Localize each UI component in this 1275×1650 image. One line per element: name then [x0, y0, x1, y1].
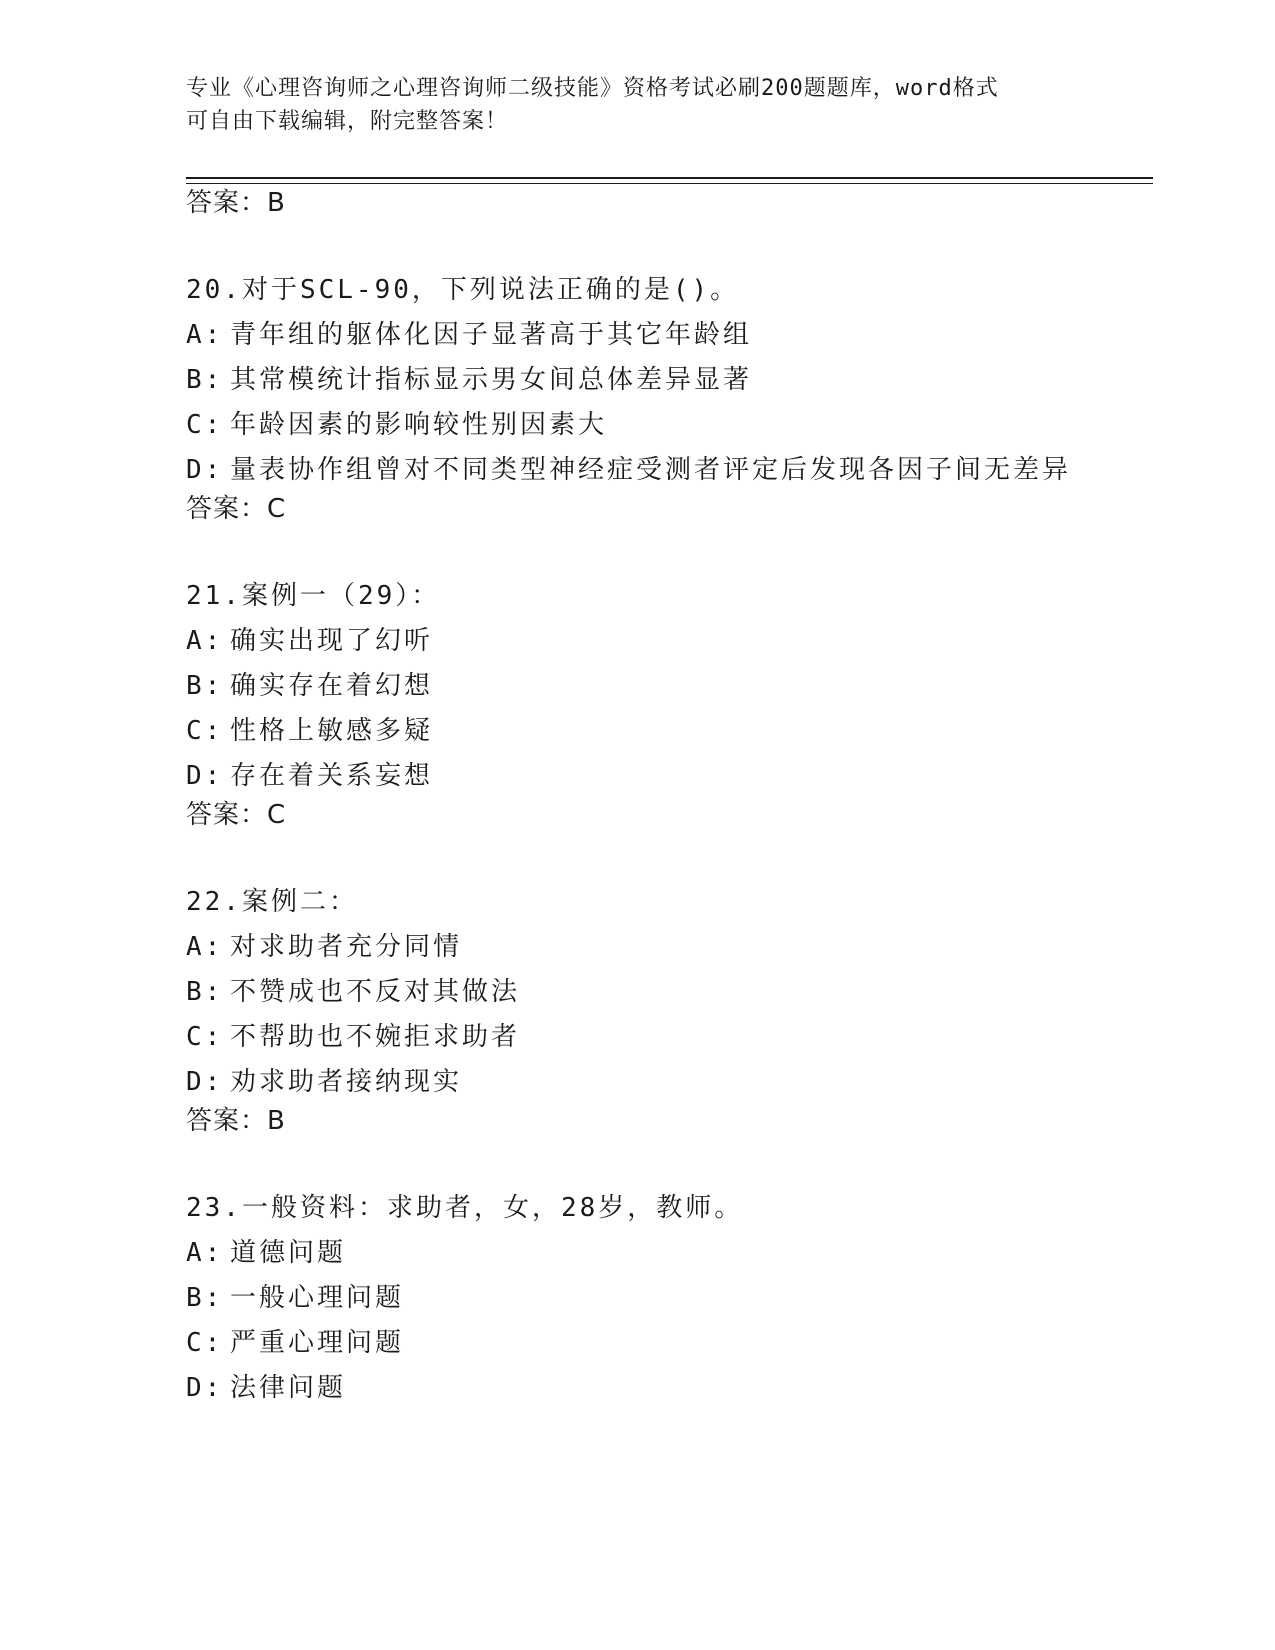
option-text: 存在着关系妄想 — [230, 761, 434, 791]
answer-22: 答案：B — [186, 1106, 286, 1136]
option-text: 对求助者充分同情 — [230, 932, 463, 962]
option-c — [186, 1022, 1146, 1067]
option-a — [186, 1238, 1146, 1283]
answer-19: 答案：B — [186, 188, 286, 218]
option-letter: B: — [186, 671, 224, 701]
option-letter: C: — [186, 1022, 224, 1052]
question-stem: 21.案例一（29）： — [186, 581, 441, 611]
option-c — [186, 410, 1146, 455]
option-text: 严重心理问题 — [230, 1328, 405, 1358]
option-a — [186, 932, 1146, 977]
question-stem: 23.一般资料：求助者，女，28岁，教师。 — [186, 1193, 744, 1223]
option-d — [186, 1373, 1146, 1418]
option-b — [186, 671, 1146, 716]
question-stem: 22.案例二： — [186, 887, 358, 917]
option-letter: D: — [186, 1373, 224, 1403]
option-b — [186, 1283, 1146, 1328]
question-21 — [186, 581, 1146, 806]
header-divider-thick — [186, 177, 1153, 179]
option-text: 确实存在着幻想 — [230, 671, 434, 701]
header-line-1: 专业《心理咨询师之心理咨询师二级技能》资格考试必刷200题题库，word格式 — [186, 76, 999, 101]
option-text: 道德问题 — [230, 1238, 347, 1268]
option-letter: A: — [186, 1238, 224, 1268]
answer-21: 答案：C — [186, 800, 287, 830]
option-text: 不赞成也不反对其做法 — [230, 977, 521, 1007]
question-stem: 20.对于SCL-90，下列说法正确的是()。 — [186, 275, 740, 305]
option-text: 量表协作组曾对不同类型神经症受测者评定后发现各因子间无差异 — [230, 455, 1072, 485]
option-letter: C: — [186, 716, 224, 746]
option-a — [186, 626, 1146, 671]
option-text: 法律问题 — [230, 1373, 347, 1403]
option-a — [186, 320, 1146, 365]
option-letter: B: — [186, 365, 224, 395]
option-letter: D: — [186, 455, 224, 485]
option-letter: C: — [186, 410, 224, 440]
option-letter: D: — [186, 761, 224, 791]
question-23 — [186, 1193, 1146, 1418]
option-letter: A: — [186, 320, 224, 350]
option-text: 确实出现了幻听 — [230, 626, 434, 656]
option-c — [186, 1328, 1146, 1373]
option-text: 一般心理问题 — [230, 1283, 405, 1313]
option-d — [186, 761, 1146, 806]
question-22 — [186, 887, 1146, 1112]
option-letter: B: — [186, 977, 224, 1007]
header-line-2: 可自由下载编辑，附完整答案！ — [186, 109, 509, 134]
option-text: 劝求助者接纳现实 — [230, 1067, 463, 1097]
option-text: 其常模统计指标显示男女间总体差异显著 — [230, 365, 753, 395]
option-text: 青年组的躯体化因子显著高于其它年龄组 — [230, 320, 753, 350]
option-letter: A: — [186, 626, 224, 656]
option-letter: A: — [186, 932, 224, 962]
question-20 — [186, 275, 1146, 500]
answer-20: 答案：C — [186, 494, 287, 524]
option-letter: B: — [186, 1283, 224, 1313]
option-b — [186, 365, 1146, 410]
option-text: 年龄因素的影响较性别因素大 — [230, 410, 608, 440]
option-b — [186, 977, 1146, 1022]
document-header — [186, 72, 1086, 138]
option-letter: D: — [186, 1067, 224, 1097]
option-letter: C: — [186, 1328, 224, 1358]
option-c — [186, 716, 1146, 761]
option-d — [186, 1067, 1146, 1112]
option-d — [186, 455, 1146, 500]
header-divider-thin — [186, 183, 1153, 184]
option-text: 不帮助也不婉拒求助者 — [230, 1022, 521, 1052]
option-text: 性格上敏感多疑 — [230, 716, 434, 746]
